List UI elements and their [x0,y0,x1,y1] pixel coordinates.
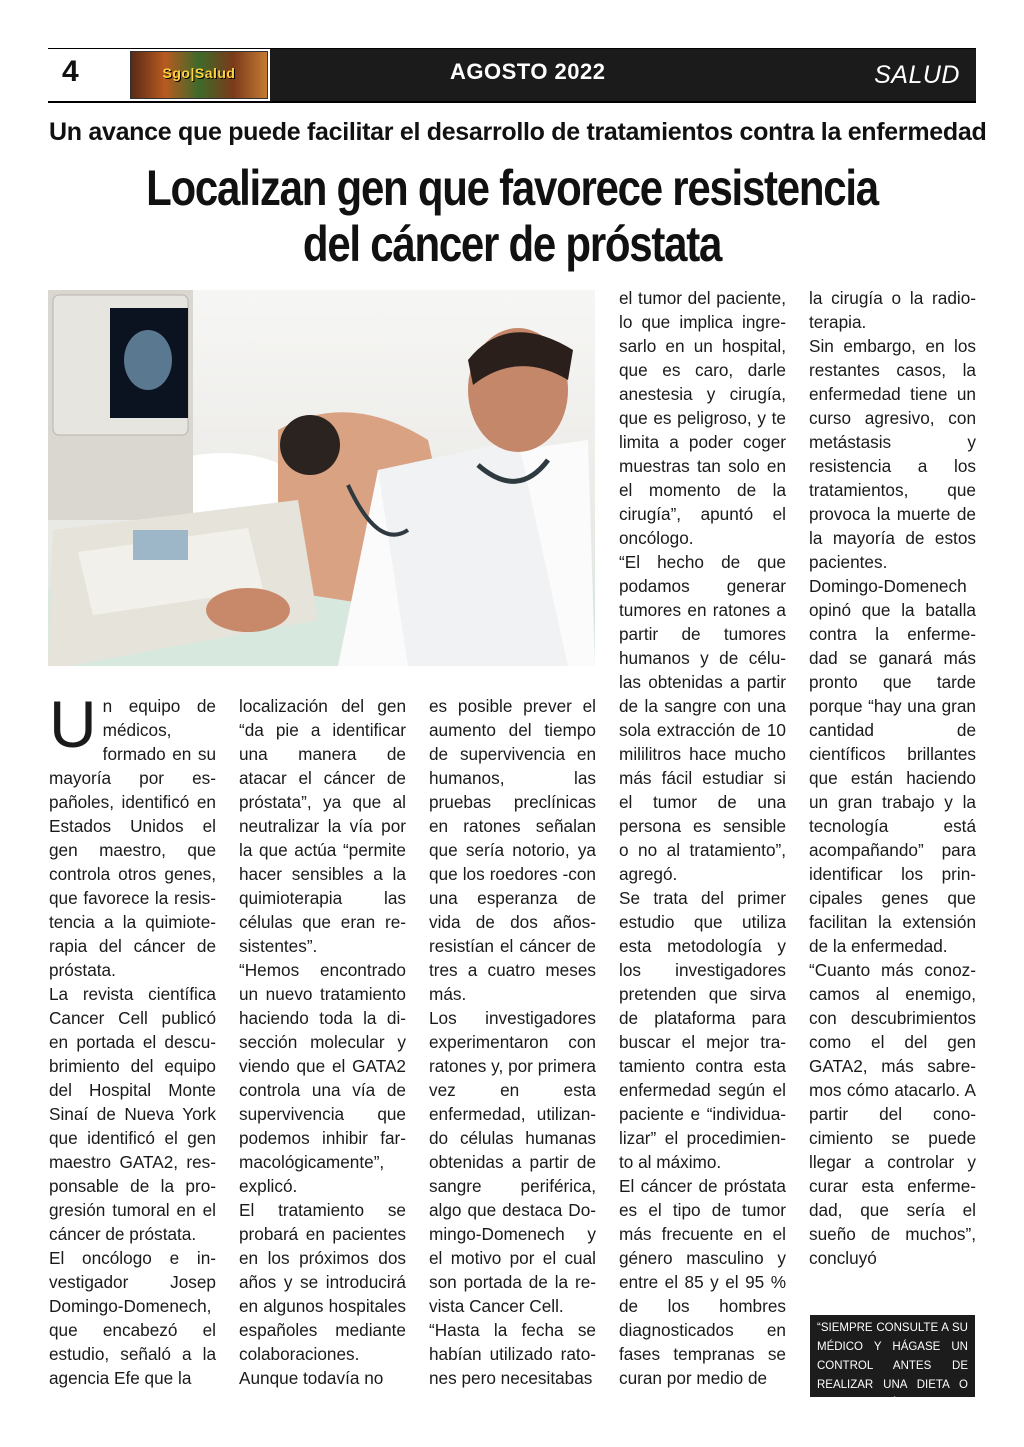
article-column-1 [49,687,216,1390]
article-kicker: Un avance que puede facilitar el desarrollo de tratamientos contra la enfermedad [49,118,987,146]
article-column-2 [239,694,406,1390]
article-column-5 [809,286,976,1270]
header-band [270,49,976,101]
column-4-paragraph-4: El cáncer de próstata es el tipo de tumor más frecuente en el género masculino y entre el 85 y el 95 % de los hombres diagnosticados en fases tempranas se curan por medio de [619,1176,786,1388]
article-column-3 [429,694,596,1390]
column-2-paragraph-3: El tratamiento se probará en pacientes en los próximos dos años y se introducirá en algunos hospitales españoles mediante colaboraciones. [239,1200,406,1364]
column-1-paragraph-1 [49,687,216,982]
article-column-4 [619,286,786,1390]
column-5-paragraph-4: “Cuanto más conoz- camos al enemigo, con descubrimientos como el del gen GATA2, más sabre- mos cómo atacarlo. A partir del cono- cimiento se puede llegar a controlar y curar esta enferme- dad, que sería el sueño de muchos”, concluyó [809,960,976,1268]
column-5-paragraph-1: la cirugía o la radio- terapia. [809,288,976,332]
column-3-paragraph-1: es posible prever el aumento del tiempo de supervivencia en humanos, las pruebas preclínicas en ratones señalan que sería notorio, ya que los roedores -con una esperanza de vida de dos años- resistían el cáncer de tres a cuatro meses más. [429,696,596,1004]
drop-cap: U [49,687,97,761]
column-1-paragraph-2: La revista científica Cancer Cell publicó en portada el descu- brimiento del equipo del Hospital Monte Sinaí de Nueva York que identificó el gen maestro GATA2, res- ponsable de la pro- gresión tumoral en el cáncer de próstata. [49,984,216,1244]
article-photo [48,290,595,666]
column-3-paragraph-3: “Hasta la fecha se habían utilizado rato- nes pero necesitabas [429,1320,596,1388]
issue-date: AGOSTO 2022 [450,59,606,84]
article-headline [122,160,902,272]
column-4-paragraph-3: Se trata del primer estudio que utiliza esta metodología y los investigadores pretenden que sirva de plataforma para buscar el mejor tra- tamiento contra esta enfermedad según el paciente e “individua- lizar” el procedimien- to al máximo. [619,888,786,1172]
headline-line-2: del cáncer de próstata [302,216,722,272]
column-5-paragraph-3: Domingo-Domenech opinó que la batalla contra la enferme- dad se ganará más pronto que tarde porque “hay una gran cantidad de científicos brillantes que están haciendo un gran trabajo y la tecnología está acompañando” para identificar los prin- cipales genes que facilitan la extensión de la enfermedad. [809,576,976,956]
column-4-paragraph-2: “El hecho de que podamos generar tumores en ratones a partir de tumores humanos y de célu- las obtenidas a partir de la sangre con una sola extracción de 10 mililitros hace mucho más fácil estudiar si el tumor de una persona es sensible o no al tratamiento”, agregó. [619,552,786,884]
column-3-paragraph-2: Los investigadores experimentaron con ratones y, por primera vez en esta enfermedad, utilizan- do células humanas obtenidas a partir de sangre periférica, algo que destaca Do- mingo-Domenech y el motivo por el cual son portada de la re- vista Cancer Cell. [429,1008,596,1316]
logo-text: Sgo|Salud [162,65,236,81]
column-2-paragraph-2: “Hemos encontrado un nuevo tratamiento haciendo toda la di- sección molecular y viendo que el GATA2 controla una vía de supervivencia que podemos inhibir far- macológicamente”, explicó. [239,960,406,1196]
column-5-paragraph-2: Sin embargo, en los restantes casos, la enfermedad tiene un curso agresivo, con metástasis y resistencia a los tratamientos, que provoca la muerte de la mayoría de estos pacientes. [809,336,976,572]
health-advice-callout: “SIEMPRE CONSULTE A SU MÉDICO Y HÁGASE UN CONTROL ANTES DE REALIZAR UNA DIETA O ACTIVADAD FÍSICA” [810,1315,975,1397]
section-name: SALUD [874,61,960,89]
column-2-paragraph-4: Aunque todavía no [239,1368,384,1388]
headline-line-1: Localizan gen que favorece resistencia [146,160,878,216]
page-number: 4 [62,55,79,88]
publication-logo [130,51,268,99]
column-1-paragraph-1-text: n equipo de médicos, formado en su mayoría por es- pañoles, identificó en Estados Unidos el gen maestro, que controla otros genes, que favorece la resis- tencia a la quimiote- rapia del cáncer de próstata. [49,696,216,980]
column-2-paragraph-1: localización del gen “da pie a identificar una manera de atacar el cáncer de próstata”, ya que al neutralizar la vía por la que actúa “permite hacer sensibles a la quimioterapia las células que eran re- sistentes”. [239,696,406,956]
page-header [48,48,976,103]
column-4-paragraph-1: el tumor del paciente, lo que implica ingre- sarlo en un hospital, que es caro, darle anestesia y cirugía, que es peligroso, y te limita a poder coger muestras tan solo en el momento de la cirugía”, apuntó el oncólogo. [619,288,786,548]
column-1-paragraph-3: El oncólogo e in- vestigador Josep Domingo-Domenech, que encabezó el estudio, señaló a la agencia Efe que la [49,1248,216,1388]
doctor-ultrasound-illustration [48,290,595,666]
